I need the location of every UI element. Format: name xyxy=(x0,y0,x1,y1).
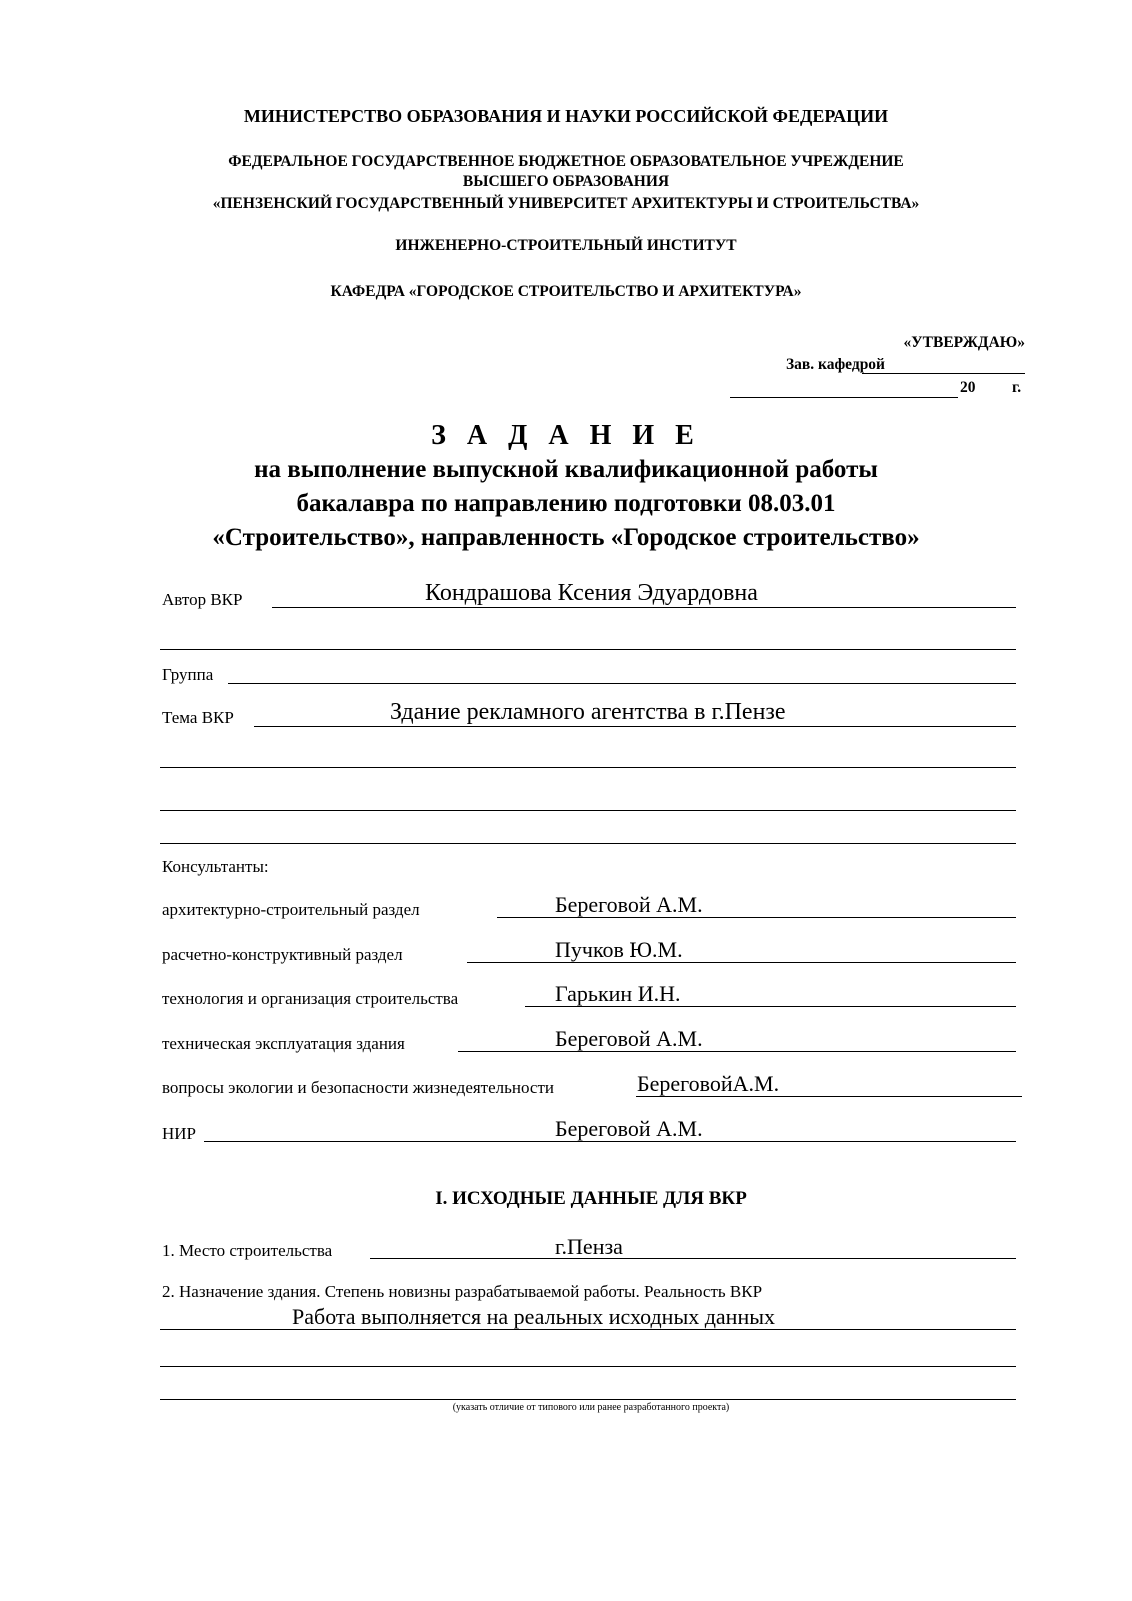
assignment-title: З А Д А Н И Е xyxy=(431,420,701,451)
consultant-label: техническая эксплуатация здания xyxy=(162,1034,405,1053)
consultant-value: Береговой А.М. xyxy=(555,1116,703,1141)
consultant-line xyxy=(467,962,1016,963)
assignment-subtitle-2: бакалавра по направлению подготовки 08.03.01 xyxy=(296,490,836,517)
purpose-extra-line-2 xyxy=(160,1399,1016,1400)
approve-stamp-label: «УТВЕРЖДАЮ» xyxy=(903,334,1025,351)
group-line xyxy=(228,683,1016,684)
department-heading: КАФЕДРА «ГОРОДСКОЕ СТРОИТЕЛЬСТВО И АРХИТЕКТУРА» xyxy=(330,283,802,300)
institution-line-3: «ПЕНЗЕНСКИЙ ГОСУДАРСТВЕННЫЙ УНИВЕРСИТЕТ АРХИТЕКТУРЫ И СТРОИТЕЛЬСТВА» xyxy=(212,195,920,212)
topic-extra-line-1 xyxy=(160,767,1016,768)
consultant-label: расчетно-конструктивный раздел xyxy=(162,945,403,964)
purpose-note: (указать отличие от типового или ранее разработанного проекта) xyxy=(452,1402,730,1413)
ministry-heading: МИНИСТЕРСТВО ОБРАЗОВАНИЯ И НАУКИ РОССИЙСКОЙ ФЕДЕРАЦИИ xyxy=(243,106,889,126)
place-line xyxy=(370,1258,1016,1259)
institution-line-1: ФЕДЕРАЛЬНОЕ ГОСУДАРСТВЕННОЕ БЮДЖЕТНОЕ ОБРАЗОВАТЕЛЬНОЕ УЧРЕЖДЕНИЕ xyxy=(228,153,904,170)
purpose-value: Работа выполняется на реальных исходных данных xyxy=(292,1304,776,1329)
consultant-value: Береговой А.М. xyxy=(555,1026,703,1051)
topic-line xyxy=(254,726,1016,727)
head-of-department-label: Зав. кафедрой xyxy=(785,356,885,373)
purpose-label: 2. Назначение здания. Степень новизны разрабатываемой работы. Реальность ВКР xyxy=(162,1282,763,1301)
year-suffix: г. xyxy=(1012,379,1022,396)
group-label: Группа xyxy=(162,665,214,684)
consultant-label: НИР xyxy=(162,1124,197,1143)
topic-extra-line-3 xyxy=(160,843,1016,844)
section-title: I. ИСХОДНЫЕ ДАННЫЕ ДЛЯ ВКР xyxy=(435,1188,747,1209)
consultant-line xyxy=(458,1051,1016,1052)
institute-heading: ИНЖЕНЕРНО-СТРОИТЕЛЬНЫЙ ИНСТИТУТ xyxy=(395,237,737,254)
year-prefix: 20 xyxy=(960,379,976,396)
topic-label: Тема ВКР xyxy=(162,708,234,727)
assignment-subtitle-1: на выполнение выпускной квалификационной работы xyxy=(254,456,878,483)
consultant-value: Пучков Ю.М. xyxy=(555,937,683,962)
consultant-label: архитектурно-строительный раздел xyxy=(162,900,420,919)
consultant-label: вопросы экологии и безопасности жизнедеятельности xyxy=(162,1078,554,1097)
author-line xyxy=(272,607,1016,608)
assignment-subtitle-3: «Строительство», направленность «Городское строительство» xyxy=(212,524,920,551)
head-signature-line xyxy=(862,373,1025,374)
consultants-heading: Консультанты: xyxy=(162,857,269,876)
place-value: г.Пенза xyxy=(555,1234,623,1259)
author-value: Кондрашова Ксения Эдуардовна xyxy=(425,580,758,606)
consultant-label: технология и организация строительства xyxy=(162,989,459,1008)
purpose-extra-line-1 xyxy=(160,1366,1016,1367)
date-line xyxy=(730,397,958,398)
author-label: Автор ВКР xyxy=(162,590,243,609)
topic-extra-line-2 xyxy=(160,810,1016,811)
consultant-value: Гарькин И.Н. xyxy=(555,981,681,1006)
topic-value: Здание рекламного агентства в г.Пензе xyxy=(390,699,786,725)
consultant-value: БереговойА.М. xyxy=(637,1071,780,1096)
place-label: 1. Место строительства xyxy=(162,1241,333,1260)
consultant-value: Береговой А.М. xyxy=(555,892,703,917)
institution-line-2: ВЫСШЕГО ОБРАЗОВАНИЯ xyxy=(462,173,670,190)
author-extra-line xyxy=(160,649,1016,650)
